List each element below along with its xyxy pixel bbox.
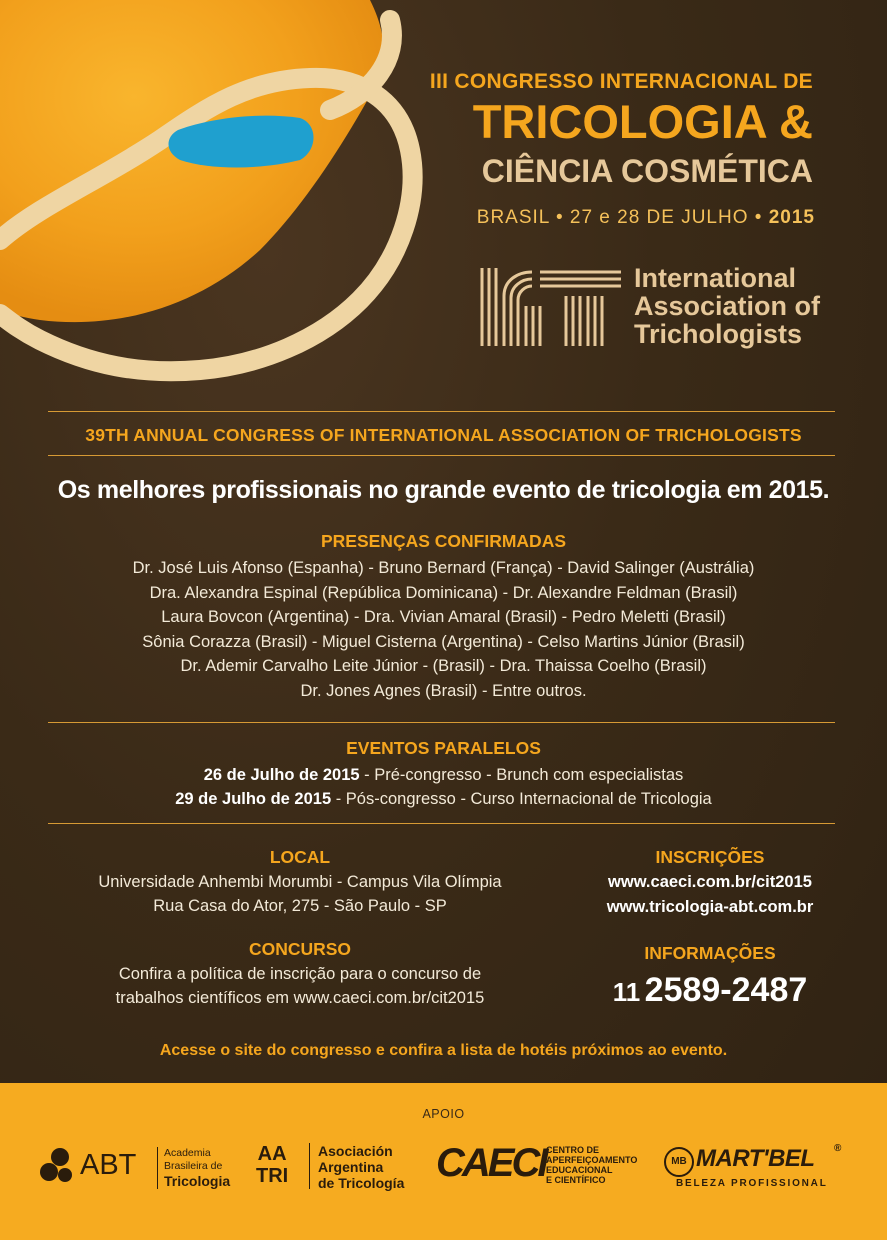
iat-logo-mark	[478, 266, 623, 348]
inscricoes-title: INSCRIÇÕES	[655, 847, 765, 867]
congress-year: 2015	[768, 207, 815, 228]
congress-edition: III CONGRESSO INTERNACIONAL DE	[429, 70, 813, 93]
divider-top	[48, 411, 835, 412]
caeci-line3: EDUCACIONAL	[546, 1165, 613, 1175]
martbel-logo-mark: MART'BEL	[696, 1145, 815, 1172]
divider-banner	[48, 455, 835, 456]
presencas-line: Dra. Alexandra Espinal (República Dominicana) - Dr. Alexandre Feldman (Brasil)	[149, 583, 738, 602]
eventos-title: EVENTOS PARALELOS	[346, 738, 541, 758]
abt-logo-text	[164, 1147, 230, 1189]
evento-item	[0, 787, 887, 811]
martbel-tagline: BELEZA PROFISSIONAL	[676, 1178, 828, 1189]
abt-logo-mark: ABT	[80, 1149, 137, 1181]
evento-desc: - Pré-congresso - Brunch com especialistas	[359, 766, 684, 784]
aatri-line3: de Tricología	[318, 1175, 405, 1191]
iat-line3: Trichologists	[634, 319, 803, 349]
caeci-logo-mark: CAECI	[436, 1141, 546, 1185]
caeci-logo-text	[546, 1145, 637, 1185]
abt-line1: Academia	[164, 1147, 211, 1159]
phone-number	[560, 970, 860, 1017]
sponsors-footer	[0, 1083, 887, 1240]
aatri-mark1: AA	[257, 1143, 287, 1165]
annual-congress-banner: 39TH ANNUAL CONGRESS OF INTERNATIONAL ASSOCIATION OF TRICHOLOGISTS	[85, 425, 802, 445]
evento-desc: - Pós-congresso - Curso Internacional de Tricologia	[331, 790, 712, 808]
divider-presencas	[48, 722, 835, 723]
presencas-line: Sônia Corazza (Brasil) - Miguel Cisterna (Argentina) - Celso Martins Júnior (Brasil)	[142, 632, 745, 651]
local-section	[40, 846, 560, 918]
informacoes-section	[560, 942, 860, 1017]
martbel-badge-icon: MB	[664, 1147, 694, 1177]
presencas-line: Dr. Jones Agnes (Brasil) - Entre outros.	[300, 681, 587, 700]
local-line2: Rua Casa do Ator, 275 - São Paulo - SP	[153, 897, 447, 915]
presencas-line: Dr. José Luis Afonso (Espanha) - Bruno Bernard (França) - David Salinger (Austrália)	[132, 559, 755, 577]
congress-date-text: BRASIL • 27 e 28 DE JULHO •	[476, 207, 763, 228]
congress-title-line1: TRICOLOGIA &	[472, 95, 813, 148]
aatri-mark2: TRI	[256, 1165, 289, 1187]
presencas-line: Laura Bovcon (Argentina) - Dra. Vivian Amaral (Brasil) - Pedro Meletti (Brasil)	[161, 608, 726, 627]
congress-title-line2: CIÊNCIA COSMÉTICA	[481, 153, 813, 189]
concurso-title: CONCURSO	[248, 939, 352, 959]
divider-eventos	[48, 823, 835, 824]
martbel-registered: ®	[834, 1143, 842, 1154]
apoio-label: APOIO	[422, 1107, 465, 1121]
evento-date: 29 de Julho de 2015	[175, 790, 332, 808]
abt-line3: Tricologia	[164, 1173, 231, 1189]
caeci-line2: APERFEIÇOAMENTO	[546, 1155, 638, 1165]
inscricoes-url2[interactable]: www.tricologia-abt.com.br	[606, 898, 814, 916]
congress-date	[477, 207, 815, 229]
concurso-line1: Confira a política de inscrição para o concurso de	[118, 965, 482, 983]
presencas-list	[0, 556, 887, 704]
evento-date: 26 de Julho de 2015	[203, 766, 360, 784]
evento-item	[0, 763, 887, 787]
aatri-logo-text	[318, 1143, 404, 1191]
aatri-line2: Argentina	[318, 1159, 384, 1175]
presencas-line: Dr. Ademir Carvalho Leite Júnior - (Brasil) - Dra. Thaissa Coelho (Brasil)	[180, 657, 707, 676]
abt-line2: Brasileira de	[164, 1160, 223, 1172]
presencas-title: PRESENÇAS CONFIRMADAS	[320, 531, 567, 551]
abt-logo-icon	[38, 1145, 78, 1185]
inscricoes-section	[560, 846, 860, 920]
aatri-logo-mark	[256, 1143, 288, 1187]
phone-digits: 2589-2487	[644, 971, 808, 1009]
local-line1: Universidade Anhembi Morumbi - Campus Vila Olímpia	[98, 873, 502, 891]
iat-line1: International	[634, 263, 797, 293]
hotel-note: Acesse o site do congresso e confira a lista de hotéis próximos ao evento.	[159, 1042, 728, 1059]
iat-logo-text	[634, 264, 820, 348]
concurso-section	[40, 938, 560, 1010]
abt-divider	[157, 1147, 158, 1189]
local-title: LOCAL	[269, 847, 331, 867]
caeci-line4: E CIENTÍFICO	[546, 1175, 606, 1185]
informacoes-title: INFORMAÇÕES	[644, 943, 776, 963]
aatri-divider	[309, 1143, 310, 1189]
aatri-line1: Asociación	[318, 1143, 393, 1159]
concurso-line2: trabalhos científicos em www.caeci.com.br/cit2015	[115, 989, 485, 1007]
phone-area-code: 11	[612, 977, 641, 1007]
iat-line2: Association of	[634, 291, 821, 321]
tagline: Os melhores profissionais no grande evento de tricologia em 2015.	[57, 476, 830, 504]
inscricoes-url1[interactable]: www.caeci.com.br/cit2015	[608, 873, 812, 891]
caeci-line1: CENTRO DE	[546, 1145, 600, 1155]
